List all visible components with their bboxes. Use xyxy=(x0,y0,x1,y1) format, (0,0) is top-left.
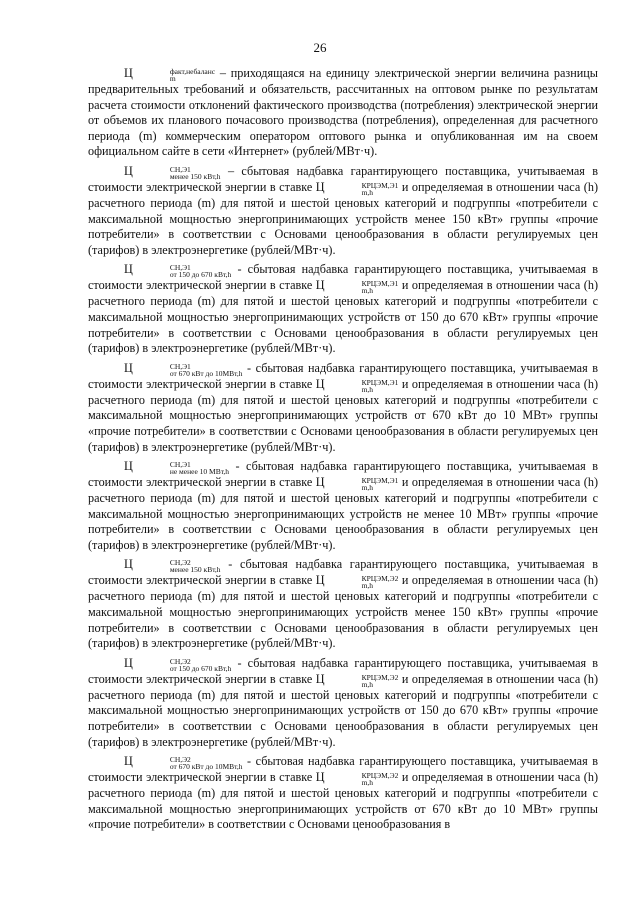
rate-letter: Ц xyxy=(315,475,325,490)
symbol-letter: Ц xyxy=(124,655,133,670)
rate-subscript: m,h xyxy=(361,483,374,493)
document-body xyxy=(88,66,598,837)
symbol-letter: Ц xyxy=(124,66,133,80)
symbol-subscript: менее 150 кВт,h xyxy=(169,565,221,575)
paragraph-text-after: и определяемая в отношении часа (h) расчетного периода (m) для пятой и шестой ценовых категорий и подгруппы «потребители с максимальной мощностью энергопринимающих устройств от 150 до 670 кВт» группы «прочие потребители» в соответствии с Основами ценообразования в области регулируемых цен (тарифов) в электроэнергетике (рублей/МВт·ч). xyxy=(88,278,598,356)
symbol-subscript: от 670 кВт до 10МВт,h xyxy=(169,368,243,378)
paragraph-sn-e1-150-670 xyxy=(88,262,598,356)
rate-superscript: КРЦЭМ,Э2 xyxy=(361,771,399,781)
symbol-subscript: от 670 кВт до 10МВт,h xyxy=(169,762,243,772)
rate-subscript: m,h xyxy=(361,679,374,689)
page-number: 26 xyxy=(313,40,327,55)
symbol-letter: Ц xyxy=(124,459,133,474)
formula-symbol xyxy=(124,163,221,181)
paragraph-text-before: - сбытовая надбавка гарантирующего поставщика, учитываемая в стоимости электрической энергии в ставке xyxy=(88,262,598,293)
symbol-superscript: СН,Э2 xyxy=(169,656,191,666)
symbol-subscript: от 150 до 670 кВт,h xyxy=(169,663,232,673)
symbol-subscript: от 150 до 670 кВт,h xyxy=(169,270,232,280)
paragraph-sn-e1-under-150 xyxy=(88,164,598,258)
rate-subscript: m,h xyxy=(361,384,374,394)
formula-symbol xyxy=(124,262,232,280)
paragraph-sn-e2-under-150 xyxy=(88,557,598,651)
rate-letter: Ц xyxy=(315,770,325,785)
paragraph-sn-e2-150-670 xyxy=(88,656,598,750)
rate-letter: Ц xyxy=(315,179,325,194)
symbol-subscript: m xyxy=(169,74,176,83)
paragraph-text-after: и определяемая в отношении часа (h) расчетного периода (m) для пятой и шестой ценовых категорий и подгруппы «потребители с максимальной мощностью энергопринимающих устройств менее 150 кВт» группы «прочие потребители» в соответствии с Основами ценообразования в области регулируемых цен (тарифов) в электроэнергетике (рублей/МВт·ч). xyxy=(88,179,598,257)
paragraph-sn-e2-670-10mw xyxy=(88,754,598,833)
rate-letter: Ц xyxy=(315,573,325,588)
paragraph-text-after: и определяемая в отношении часа (h) расчетного периода (m) для пятой и шестой ценовых категорий и подгруппы «потребители с максимальной мощностью энергопринимающих устройств менее 150 кВт» группы «прочие потребители» в соответствии с Основами ценообразования в области регулируемых цен (тарифов) в электроэнергетике (рублей/МВт·ч). xyxy=(88,573,598,651)
symbol-letter: Ц xyxy=(124,262,133,277)
rate-superscript: КРЦЭМ,Э2 xyxy=(361,574,399,584)
symbol-letter: Ц xyxy=(124,557,133,572)
paragraph-text-before: - сбытовая надбавка гарантирующего поставщика, учитываемая в стоимости электрической энергии в ставке xyxy=(88,655,598,686)
rate-superscript: КРЦЭМ,Э1 xyxy=(361,476,399,486)
rate-symbol xyxy=(315,179,399,197)
symbol-superscript: СН,Э1 xyxy=(169,361,191,371)
symbol-superscript: СН,Э2 xyxy=(169,755,191,765)
rate-symbol xyxy=(315,671,399,689)
rate-letter: Ц xyxy=(315,278,325,293)
rate-letter: Ц xyxy=(315,671,325,686)
rate-symbol xyxy=(315,475,399,493)
paragraph-fact-imbalance xyxy=(88,66,598,160)
symbol-letter: Ц xyxy=(124,163,133,178)
symbol-superscript: СН,Э2 xyxy=(169,558,191,568)
formula-symbol xyxy=(124,557,221,575)
rate-symbol xyxy=(315,770,399,788)
symbol-letter: Ц xyxy=(124,360,133,375)
rate-symbol xyxy=(315,376,399,394)
formula-symbol xyxy=(124,459,230,477)
paragraph-text-after: и определяемая в отношении часа (h) расчетного периода (m) для пятой и шестой ценовых категорий и подгруппы «потребители с максимальной мощностью энергопринимающих устройств от 150 до 670 кВт» группы «прочие потребители» в соответствии с Основами ценообразования в области регулируемых цен (тарифов) в электроэнергетике (рублей/МВт·ч). xyxy=(88,671,598,749)
rate-superscript: КРЦЭМ,Э2 xyxy=(361,672,399,682)
symbol-superscript: СН,Э1 xyxy=(169,164,191,174)
formula-symbol xyxy=(124,66,216,83)
symbol-letter: Ц xyxy=(124,754,133,769)
symbol-subscript: менее 150 кВт,h xyxy=(169,171,221,181)
paragraph-text-before: - сбытовая надбавка гарантирующего поставщика, учитываемая в стоимости электрической энергии в ставке xyxy=(88,360,598,391)
symbol-superscript: факт,небаланс xyxy=(169,67,216,76)
paragraph-text-before: - сбытовая надбавка гарантирующего поставщика, учитываемая в стоимости электрической энергии в ставке xyxy=(88,754,598,785)
rate-subscript: m,h xyxy=(361,581,374,591)
paragraph-text-after: и определяемая в отношении часа (h) расчетного периода (m) для пятой и шестой ценовых категорий и подгруппы «потребители с максимальной мощностью энергопринимающих устройств от 670 кВт до 10 МВт» группы «прочие потребители» в соответствии с Основами ценообразования в области регулируемых цен (тарифов) в электроэнергетике (рублей/МВт·ч). xyxy=(88,376,598,454)
paragraph-text-before: - сбытовая надбавка гарантирующего поставщика, учитываемая в стоимости электрической энергии в ставке xyxy=(88,459,598,490)
rate-superscript: КРЦЭМ,Э1 xyxy=(361,180,399,190)
paragraph-text-before: - сбытовая надбавка гарантирующего поставщика, учитываемая в стоимости электрической энергии в ставке xyxy=(88,557,598,588)
formula-symbol xyxy=(124,754,243,772)
symbol-superscript: СН,Э1 xyxy=(169,460,191,470)
paragraph-sn-e1-670-10mw xyxy=(88,361,598,455)
rate-subscript: m,h xyxy=(361,187,374,197)
rate-subscript: m,h xyxy=(361,778,374,788)
paragraph-text-after: и определяемая в отношении часа (h) расчетного периода (m) для пятой и шестой ценовых категорий и подгруппы «потребители с максимальной мощностью энергопринимающих устройств не менее 10 МВт» группы «прочие потребители» в соответствии с Основами ценообразования в области регулируемых цен (тарифов) в электроэнергетике (рублей/МВт·ч). xyxy=(88,475,598,552)
rate-superscript: КРЦЭМ,Э1 xyxy=(361,279,399,289)
rate-superscript: КРЦЭМ,Э1 xyxy=(361,377,399,387)
paragraph-sn-e1-over-10mw xyxy=(88,459,598,553)
rate-symbol xyxy=(315,573,399,591)
paragraph-text: – приходящаяся на единицу электрической энергии величина разницы предварительных требований и обязательств, рассчитанных на оптовом рынке по результатам расчета стоимости отклонений фактического производства (потребления) электрической энергии от объемов их планового почасового производства (потребления), определенная для расчетного периода (m) коммерческим оператором оптового рынка и опубликованная им на своем официальном сайте в сети «Интернет» (рублей/МВт·ч). xyxy=(88,66,598,159)
paragraph-text-before: – сбытовая надбавка гарантирующего поставщика, учитываемая в стоимости электрической энергии в ставке xyxy=(88,163,598,194)
formula-symbol xyxy=(124,655,232,673)
rate-symbol xyxy=(315,278,399,296)
rate-subscript: m,h xyxy=(361,286,374,296)
symbol-superscript: СН,Э1 xyxy=(169,263,191,273)
rate-letter: Ц xyxy=(315,376,325,391)
paragraph-text-after: и определяемая в отношении часа (h) расчетного периода (m) для пятой и шестой ценовых категорий и подгруппы «потребители с максимальной мощностью энергопринимающих устройств от 670 кВт до 10 МВт» группы «прочие потребители» в соответствии с Основами ценообразования в xyxy=(88,770,598,832)
symbol-subscript: не менее 10 МВт,h xyxy=(169,467,230,477)
formula-symbol xyxy=(124,360,243,378)
